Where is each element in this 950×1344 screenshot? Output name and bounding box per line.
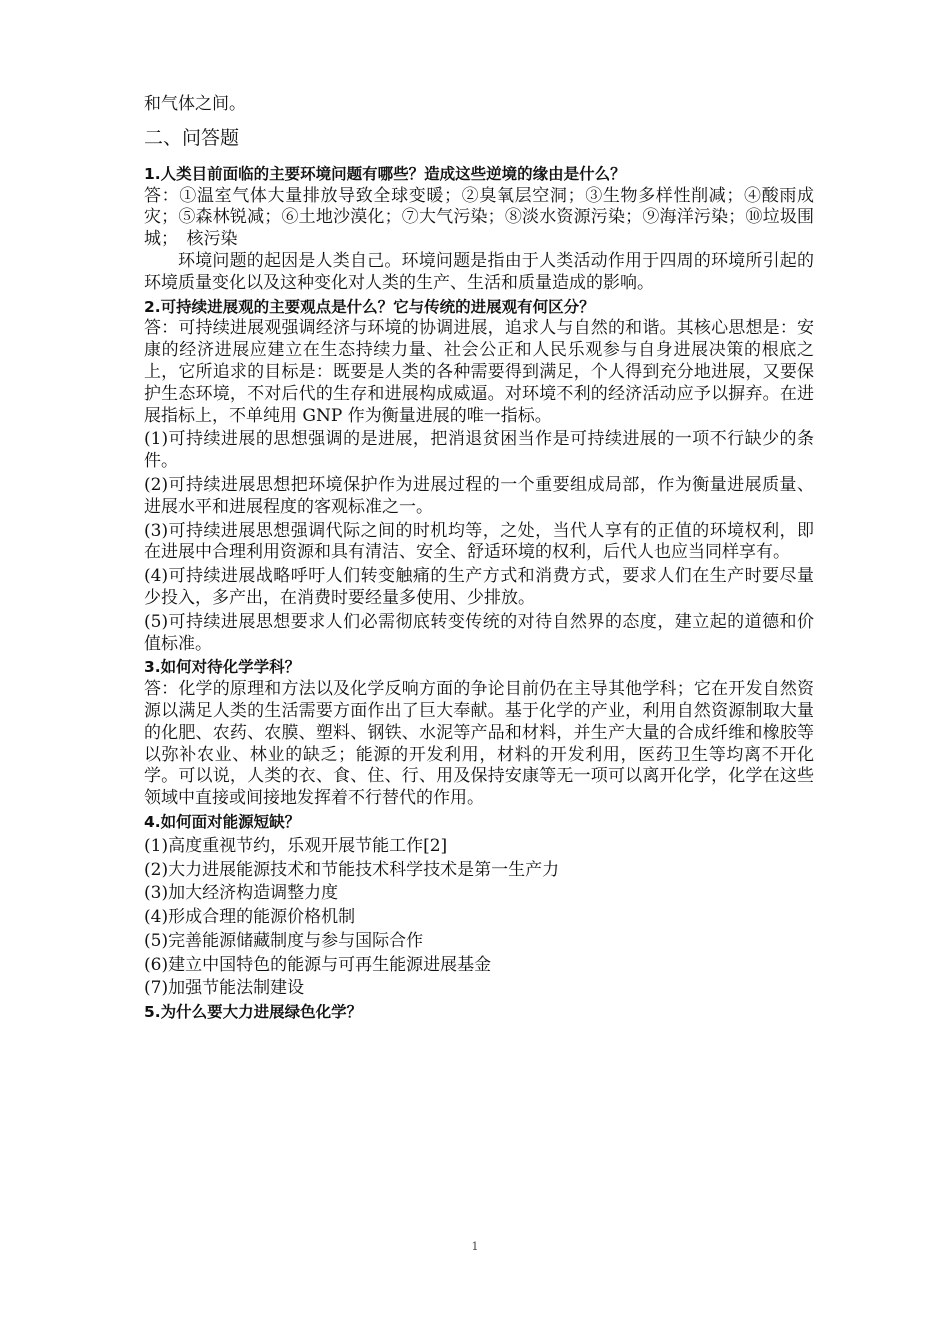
paragraph: (4)形成合理的能源价格机制 [144, 907, 356, 928]
paragraph: (7)加强节能法制建设 [144, 978, 305, 999]
question-heading: 5.为什么要大力进展绿色化学？ [144, 1003, 363, 1022]
question-heading: 2.可持续进展观的主要观点是什么？它与传统的进展观有何区分？ [144, 297, 595, 316]
paragraph: (5)完善能源储藏制度与参与国际合作 [144, 930, 424, 951]
question-heading: 1.人类目前面临的主要环境问题有哪些？造成这些逆境的缘由是什么？ [144, 164, 626, 183]
section-heading: 二、问答题 [144, 126, 240, 149]
paragraph: 环境问题的起因是人类自己。环境问题是指由于人类活动作用于四周的环境所引起的环境质量变化以及这种变化对人类的生产、生活和质量造成的影响。 [144, 250, 814, 293]
paragraph: 答：可持续进展观强调经济与环境的协调进展，追求人与自然的和谐。其核心思想是：安康的经济进展应建立在生态持续力量、社会公正和人民乐观参与自身进展决策的根底之上，它所追求的目标是：既要是人类的各种需要得到满足，个人得到充分地进展，又要保护生态环境，不对后代的生存和进展构成威逼。对环境不利的经济活动应予以摒弃。在进展指标上，不单纯用 GNP 作为衡量进展的唯一指标。 [144, 318, 814, 426]
paragraph: (1)高度重视节约，乐观开展节能工作[2] [144, 835, 448, 856]
paragraph: 答：化学的原理和方法以及化学反响方面的争论目前仍在主导其他学科；它在开发自然资源以满足人类的生活需要方面作出了巨大奉献。基于化学的产业，利用自然资源制取大量的化肥、农药、农膜、塑料、钢铁、水泥等产品和材料，并生产大量的合成纤维和橡胶等以弥补农业、林业的缺乏；能源的开发利用，材料的开发利用，医药卫生等均离不开化学。可以说，人类的衣、食、住、行、用及保持安康等无一项可以离开化学，化学在这些领域中直接或间接地发挥着不行替代的作用。 [144, 679, 814, 809]
paragraph: (4)可持续进展战略呼吁人们转变触痛的生产方式和消费方式，要求人们在生产时要尽量少投入，多产出，在消费时要经量多使用、少排放。 [144, 566, 814, 608]
paragraph: (2)可持续进展思想把环境保护作为进展过程的一个重要组成局部，作为衡量进展质量、进展水平和进展程度的客观标准之一。 [144, 474, 814, 517]
question-heading: 3.如何对待化学学科？ [144, 658, 301, 677]
paragraph: (3)加大经济构造调整力度 [144, 883, 339, 904]
paragraph: (1)可持续进展的思想强调的是进展，把消退贫困当作是可持续进展的一项不行缺少的条件。 [144, 429, 814, 472]
paragraph: (2)大力进展能源技术和节能技术科学技术是第一生产力 [144, 859, 560, 880]
paragraph: (3)可持续进展思想强调代际之间的时机均等，之处，当代人享有的正值的环境权利，即在进展中合理利用资源和具有清洁、安全、舒适环境的权利，后代人也应当同样享有。 [144, 520, 814, 563]
document-body [144, 94, 814, 1024]
paragraph: (6)建立中国特色的能源与可再生能源进展基金 [144, 954, 492, 975]
paragraph: (5)可持续进展思想要求人们必需彻底转变传统的对待自然界的态度，建立起的道德和价值标准。 [144, 611, 814, 654]
paragraph: 答：①温室气体大量排放导致全球变暖；②臭氧层空洞；③生物多样性削减；④酸雨成灾；⑤森林锐减；⑥土地沙漠化；⑦大气污染；⑧淡水资源污染；⑨海洋污染；⑩垃圾围城； 核污染 [144, 185, 814, 250]
paragraph: 和气体之间。 [144, 94, 246, 114]
question-heading: 4.如何面对能源短缺？ [144, 812, 301, 831]
page-number: 1 [471, 1240, 479, 1253]
